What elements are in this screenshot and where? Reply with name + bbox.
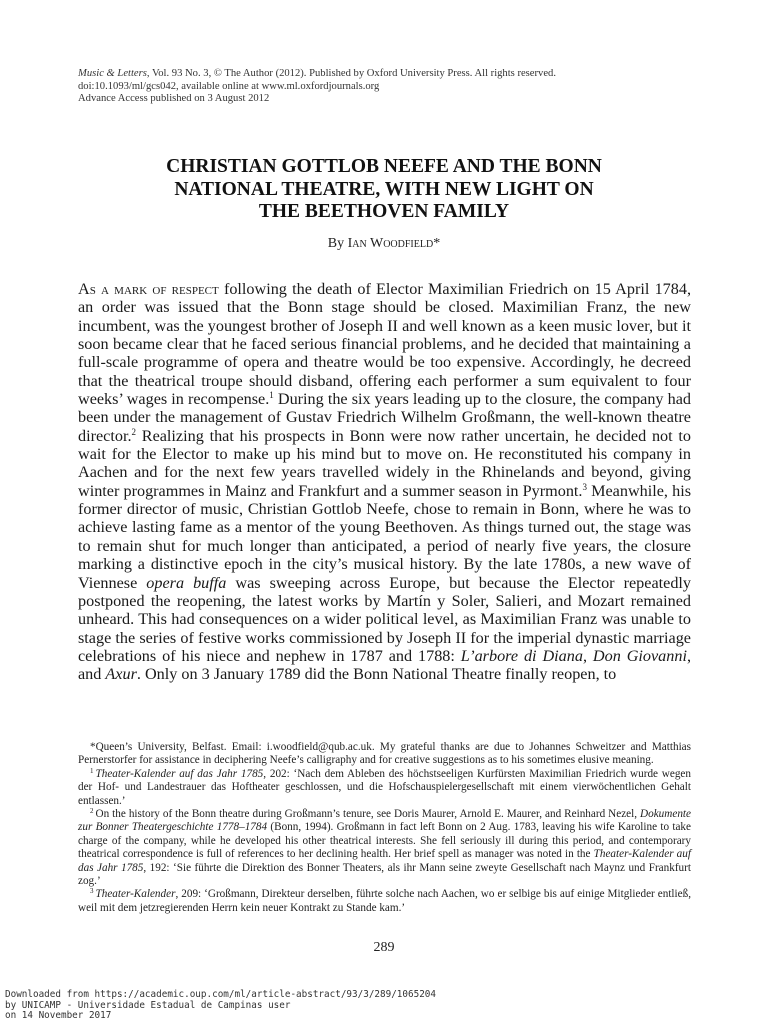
- download-line-2: by UNICAMP - Universidade Estadual de Campinas user: [5, 999, 291, 1011]
- download-line-3: on 14 November 2017: [5, 1010, 112, 1022]
- footnote-ref-1[interactable]: 1: [269, 390, 274, 401]
- footnote-text: , 202: ‘Nach dem Ableben des höchstseeligen Kurfürsten Maximilian Friedrich wurde wegen der Hof- und Landestrauer das Hoftheater geschlossen, und die Hofschauspielergesellschaft mit einem vierwöchentlichen Gehalt entlassen.’: [78, 767, 691, 807]
- footnote-source-title: Theater-Kalender auf das Jahr 1785: [78, 848, 691, 874]
- article-body: [78, 280, 691, 684]
- title-line-2: NATIONAL THEATRE, WITH NEW LIGHT ON: [174, 178, 594, 200]
- lead-in-text: As a mark of respect: [78, 280, 219, 298]
- body-text: During the six years leading up to the closure, the company had been under the management of Gustav Friedrich Wilhelm Großmann, the well-known theatre director.: [78, 390, 691, 445]
- page-number: 289: [373, 940, 395, 955]
- body-text: following the death of Elector Maximilian Friedrich on 15 April 1784, an order was issued that the Bonn stage should be closed. Maximilian Franz, the new incumbent, was the youngest brother of Joseph II and well known as a keen music lover, but it soon became clear that he faced serious financial problems, and he decided that maintaining a full-scale programme of opera and theatre would be too expensive. Accordingly, he decreed that the theatrical troupe should disband, offering each performer a sum equivalent to four weeks’ wages in recompense.: [78, 280, 691, 409]
- footnotes: [78, 741, 691, 915]
- byline: [0, 236, 768, 252]
- footnote-3: [78, 888, 691, 915]
- footnote-number: 2: [90, 807, 94, 816]
- article-title: [100, 156, 668, 224]
- citation-text: , Vol. 93 No. 3, © The Author (2012). Published by Oxford University Press. All rights reserved.: [146, 68, 556, 79]
- footnote-2: [78, 808, 691, 888]
- journal-header: [78, 68, 698, 106]
- author-name: Ian Woodfield*: [347, 236, 441, 251]
- advance-access-line: Advance Access published on 3 August 2012: [78, 93, 270, 105]
- footnote-source-title: Theater-Kalender auf das Jahr 1785: [95, 767, 264, 780]
- title-line-3: THE BEETHOVEN FAMILY: [258, 201, 510, 222]
- footnote-source-title: Theater-Kalender: [95, 888, 176, 901]
- footnote-text: , 192: ‘Sie führte die Direktion des Bonner Theaters, als ihr Mann seine zweyte Gesellschaft nach Maynz und Frankfurt zog.’: [78, 861, 691, 888]
- download-stamp: [5, 990, 705, 1022]
- title-line-1: CHRISTIAN GOTTLOB NEEFE AND THE BONN: [166, 156, 602, 177]
- work-title: Don Giovanni: [592, 646, 687, 665]
- body-text: . Only on 3 January 1789 did the Bonn National Theatre finally reopen, to: [136, 665, 617, 684]
- footnote-ref-2[interactable]: 2: [131, 426, 136, 437]
- body-paragraph: [78, 280, 691, 684]
- footnote-1: [78, 768, 691, 808]
- body-text: Realizing that his prospects in Bonn were now rather uncertain, he decided not to wait for the Elector to make up his mind but to move on. He reconstituted his company in Aachen and for the next few years travelled widely in the Rhinelands and beyond, giving winter programmes in Mainz and Frankfurt and a summer season in Pyrmont.: [78, 426, 691, 500]
- italic-term: opera buffa: [146, 573, 227, 592]
- byline-prefix: By: [327, 236, 345, 251]
- body-text: was sweeping across Europe, but because the Elector repeatedly postponed the reopening, the latest works by Martín y Soler, Salieri, and Mozart remained unheard. This had consequences on a wider political level, as Maximilian Franz was unable to stage the series of festive works commissioned by Joseph II for the imperial dynastic marriage celebrations of his niece and nephew in 1787 and 1788:: [78, 573, 692, 665]
- body-text: ,: [582, 646, 593, 665]
- body-text: , and: [78, 646, 692, 684]
- author-footnote: *Queen’s University, Belfast. Email: i.woodfield@qub.ac.uk. My grateful thanks are due to Johannes Schweitzer and Matthias Pernerstorfer for assistance in deciphering Neefe’s calligraphy and for creative suggestions as to his sometimes elusive meaning.: [78, 741, 691, 767]
- doi-line: doi:10.1093/ml/gcs042, available online at www.ml.oxfordjournals.org: [78, 80, 380, 92]
- footnote-source-title: Dokumente zur Bonner Theatergeschichte 1778–1784: [78, 808, 691, 834]
- footnote-ref-3[interactable]: 3: [582, 481, 587, 492]
- footnote-number: 1: [90, 766, 94, 775]
- body-text: Meanwhile, his former director of music, Christian Gottlob Neefe, chose to remain in Bonn, where he was to achieve lasting fame as a mentor of the young Beethoven. As things turned out, the stage was to remain shut for much longer than anticipated, a period of nearly five years, the closure marking a distinctive epoch in the city’s musical history. By the late 1780s, a new wave of Viennese: [78, 481, 691, 592]
- work-title: Axur: [105, 665, 137, 684]
- download-line-1: Downloaded from https://academic.oup.com/ml/article-abstract/93/3/289/1065204: [5, 989, 436, 1000]
- citation-line: [78, 68, 698, 81]
- journal-name: Music & Letters: [78, 68, 147, 79]
- footnote-text: (Bonn, 1994). Großmann in fact left Bonn on 2 Aug. 1783, leaving his wife Karoline to take charge of the company, while he developed his other theatrical interests. She fell seriously ill during this period, and contemporary theatrical correspondence is full of references to her declining health. Her brief spell as manager was noted in the: [78, 821, 691, 861]
- footnote-number: 3: [90, 887, 94, 896]
- footnote-text: , 209: ‘Großmann, Direkteur derselben, führte solche nach Aachen, wo er selbige bis auf einige Mitglieder entließ, weil mit dem jetzregierenden Herrn kein neuer Kontrakt zu Stande kam.’: [78, 888, 691, 914]
- footnote-text: On the history of the Bonn theatre during Großmann’s tenure, see Doris Maurer, Arnold E. Maurer, and Reinhard Nezel,: [95, 808, 641, 821]
- work-title: L’arbore di Diana: [460, 646, 583, 665]
